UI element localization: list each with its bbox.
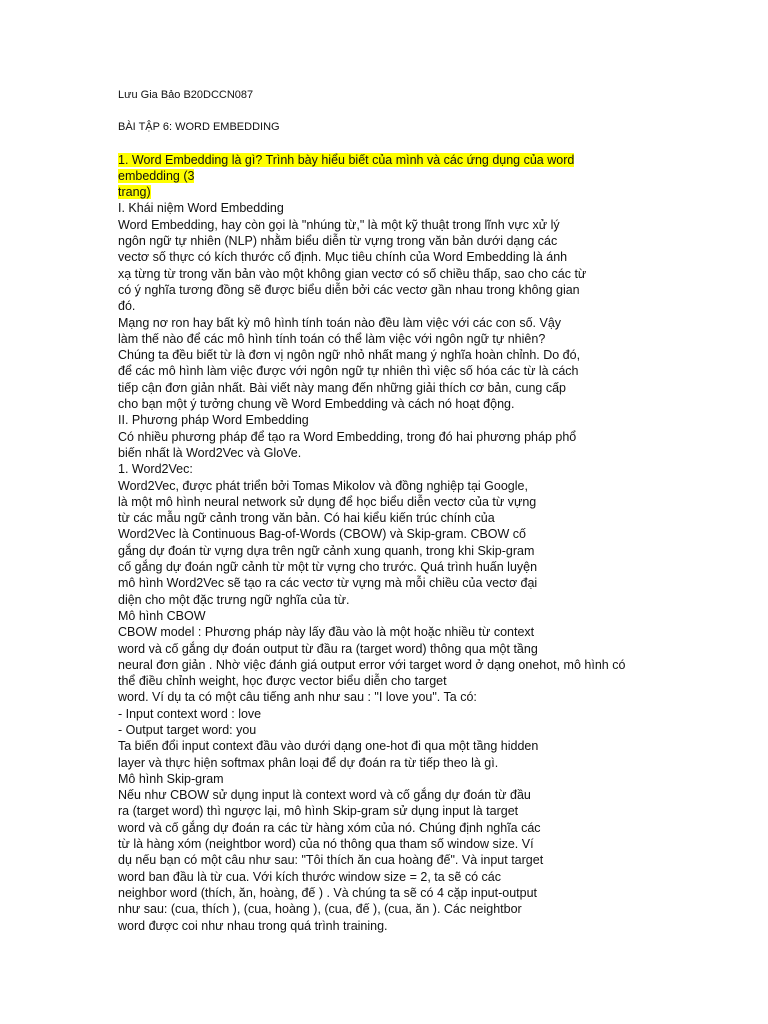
body-line: gắng dự đoán từ vựng dựa trên ngữ cảnh xung quanh, trong khi Skip-gram bbox=[118, 543, 535, 558]
body-line: - Output target word: you bbox=[118, 722, 257, 737]
body-line: ra (target word) thì ngược lại, mô hình Skip-gram sử dụng input là target bbox=[118, 804, 519, 819]
body-line: Mạng nơ ron hay bất kỳ mô hình tính toán nào đều làm việc với các con số. Vậy bbox=[118, 315, 562, 330]
body-line: đó. bbox=[118, 299, 136, 314]
body-line: như sau: (cua, thích ), (cua, hoàng ), (cua, đế ), (cua, ăn ). Các neightbor bbox=[118, 902, 522, 917]
body-line: word. Ví dụ ta có một câu tiếng anh như sau : "I love you". Ta có: bbox=[118, 690, 477, 705]
document-content bbox=[118, 87, 738, 934]
body-line: cho bạn một ý tưởng chung về Word Embedding và cách nó hoạt động. bbox=[118, 397, 515, 412]
body-line: thể điều chỉnh weight, học được vector biểu diễn cho target bbox=[118, 674, 447, 689]
body-line: word ban đầu là từ cua. Với kích thước window size = 2, ta sẽ có các bbox=[118, 869, 501, 884]
body-line: là một mô hình neural network sử dụng để học biểu diễn vectơ của từ vựng bbox=[118, 494, 537, 509]
body-line: Có nhiều phương pháp để tạo ra Word Embedding, trong đó hai phương pháp phổ bbox=[118, 429, 577, 444]
body-line: Word Embedding, hay còn gọi là "nhúng từ," là một kỹ thuật trong lĩnh vực xử lý bbox=[118, 217, 560, 232]
body-line: CBOW model : Phương pháp này lấy đầu vào là một hoặc nhiều từ context bbox=[118, 625, 535, 640]
body-line: Word2Vec là Continuous Bag-of-Words (CBOW) và Skip-gram. CBOW cố bbox=[118, 527, 527, 542]
body-line: word và cố gắng dự đoán output từ đầu ra (target word) thông qua một tầng bbox=[118, 641, 538, 656]
highlighted-question bbox=[118, 152, 738, 201]
body-line: ngôn ngữ tự nhiên (NLP) nhằm biểu diễn từ vựng trong văn bản dưới dạng các bbox=[118, 234, 558, 249]
body-line: - Input context word : love bbox=[118, 706, 262, 721]
body-line: cố gắng dự đoán ngữ cảnh từ một từ vựng cho trước. Quá trình huấn luyện bbox=[118, 560, 538, 575]
body-line: xạ từng từ trong văn bản vào một không gian vectơ có số chiều thấp, sao cho các từ bbox=[118, 266, 587, 281]
body-line: layer và thực hiện softmax phân loại để dự đoán ra từ tiếp theo là gì. bbox=[118, 755, 499, 770]
body-line: 1. Word2Vec: bbox=[118, 462, 193, 477]
body-line: để các mô hình làm việc được với ngôn ngữ tự nhiên thì việc số hóa các từ là cách bbox=[118, 364, 579, 379]
body-line: II. Phương pháp Word Embedding bbox=[118, 413, 309, 428]
body-line: neural đơn giản . Nhờ việc đánh giá output error với target word ở dạng onehot, mô hình có bbox=[118, 657, 626, 672]
question-line-3: trang) bbox=[118, 185, 151, 200]
body-line: I. Khái niệm Word Embedding bbox=[118, 201, 284, 216]
body-line: dụ nếu bạn có một câu như sau: "Tôi thích ăn cua hoàng đế". Và input target bbox=[118, 853, 544, 868]
body-line: Ta biến đổi input context đầu vào dưới dạng one-hot đi qua một tầng hidden bbox=[118, 739, 539, 754]
body-line: vectơ số thực có kích thước cố định. Mục tiêu chính của Word Embedding là ánh bbox=[118, 250, 568, 265]
assignment-title: BÀI TẬP 6: WORD EMBEDDING bbox=[118, 121, 280, 134]
question-line-1: 1. Word Embedding là gì? Trình bày hiểu biết của mình và các ứng dụng của word bbox=[118, 152, 575, 167]
body-line: word và cố gắng dự đoán ra các từ hàng xóm của nó. Chúng định nghĩa các bbox=[118, 820, 541, 835]
body-line: word được coi như nhau trong quá trình training. bbox=[118, 918, 388, 933]
author-line: Lưu Gia Bảo B20DCCN087 bbox=[118, 89, 254, 101]
body-line: neighbor word (thích, ăn, hoàng, đế ) . Và chúng ta sẽ có 4 cặp input-output bbox=[118, 885, 538, 900]
body-line: mô hình Word2Vec sẽ tạo ra các vectơ từ vựng mà mỗi chiều của vectơ đại bbox=[118, 576, 538, 591]
body-line: Mô hình Skip-gram bbox=[118, 771, 224, 786]
body-line: Nếu như CBOW sử dụng input là context word và cố gắng dự đoán từ đầu bbox=[118, 788, 531, 803]
body-line: tiếp cận đơn giản nhất. Bài viết này mang đến những giải thích cơ bản, cung cấp bbox=[118, 380, 566, 395]
body-line: diện cho một đặc trưng ngữ nghĩa của từ. bbox=[118, 592, 350, 607]
body-text bbox=[118, 200, 738, 933]
body-line: từ là hàng xóm (neightbor word) của nó thông qua tham số window size. Ví bbox=[118, 837, 534, 852]
body-line: Mô hình CBOW bbox=[118, 608, 206, 623]
body-line: có ý nghĩa tương đồng sẽ được biểu diễn bởi các vectơ gần nhau trong không gian bbox=[118, 282, 580, 297]
body-line: Word2Vec, được phát triển bởi Tomas Mikolov và đồng nghiệp tại Google, bbox=[118, 478, 528, 493]
question-line-2: embedding (3 bbox=[118, 168, 195, 183]
body-line: biến nhất là Word2Vec và GloVe. bbox=[118, 445, 302, 460]
body-line: làm thế nào để các mô hình tính toán có thể làm việc với ngôn ngữ tự nhiên? bbox=[118, 331, 546, 346]
spacer bbox=[118, 136, 738, 152]
body-line: từ các mẫu ngữ cảnh trong văn bản. Có hai kiểu kiến trúc chính của bbox=[118, 511, 495, 526]
spacer bbox=[118, 103, 738, 119]
body-line: Chúng ta đều biết từ là đơn vị ngôn ngữ nhỏ nhất mang ý nghĩa hoàn chỉnh. Do đó, bbox=[118, 348, 581, 363]
